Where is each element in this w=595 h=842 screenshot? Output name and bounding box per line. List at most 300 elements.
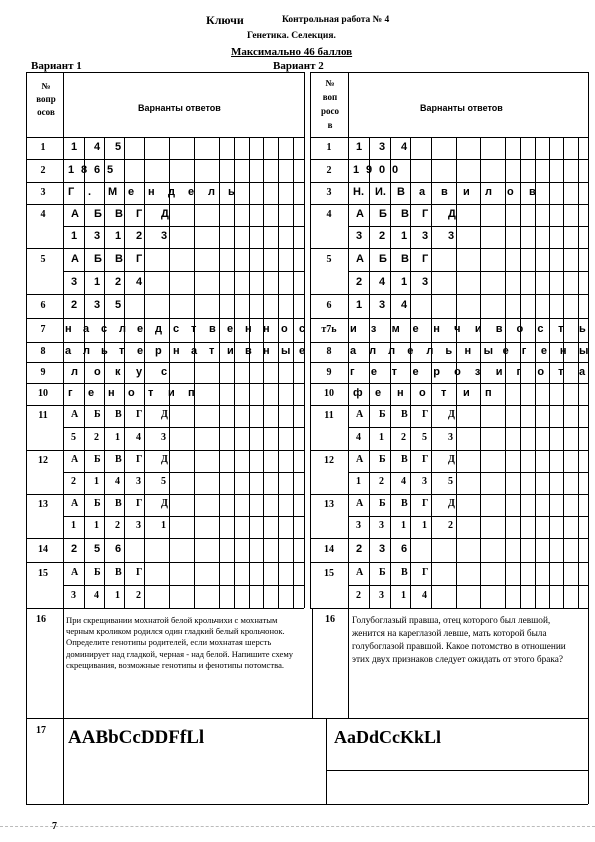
grid-line	[310, 294, 588, 295]
v1-answer-char: е	[227, 323, 234, 335]
v1-num-header-line: осов	[37, 107, 55, 117]
v2-answer-char: 3	[422, 230, 429, 242]
grid-line	[310, 608, 588, 609]
question-number: 8	[326, 346, 332, 357]
v2-answer-char: 3	[379, 543, 386, 555]
v1-top-border	[26, 72, 304, 73]
question-number: 4	[40, 209, 46, 220]
v2-answer-char: е	[502, 345, 509, 357]
v2-answer-char: о	[419, 387, 426, 399]
v2-answer-char: г	[516, 365, 522, 378]
v2-answer-char: т	[558, 323, 564, 335]
v2-answer-char: Г	[422, 454, 429, 465]
v2-num-header-line: росо	[321, 106, 339, 116]
v1-answer-char: В	[115, 566, 122, 578]
v1-answer-char: е	[128, 186, 135, 198]
v1-answer-char: п	[188, 387, 195, 399]
v2-answer-char: ф	[353, 387, 363, 399]
v2-answer-char: в	[529, 186, 536, 198]
v2-answer-char: а	[579, 365, 586, 378]
grid-line	[348, 585, 588, 586]
grid-line	[104, 137, 105, 608]
v2-answer-char: н	[464, 345, 472, 357]
v2-answer-char: В	[401, 454, 408, 465]
v1-answer-char: о	[128, 387, 135, 399]
v1-answer-char: и	[227, 345, 234, 357]
v2-answer-char: 0	[379, 163, 386, 176]
v2-answer-char: Н.	[353, 186, 364, 198]
footer-divider	[0, 826, 595, 827]
v1-answer-char: у	[136, 365, 143, 378]
grid-line	[410, 137, 411, 608]
v1-answer-char: н	[245, 323, 252, 335]
v2-answer-char: и	[463, 186, 470, 198]
v1-num-col-border	[63, 72, 64, 608]
v2-answer-char: н	[397, 387, 404, 399]
question-number: 11	[324, 410, 334, 421]
v2-answer-char: 2	[356, 543, 363, 555]
v2-answer-char: А	[356, 409, 364, 420]
v2-answer-char: о	[454, 365, 461, 378]
v2-answer-char: м	[391, 323, 400, 335]
v2-answer-char: е	[412, 365, 419, 378]
v1-answer-char: о	[281, 323, 288, 335]
v2-answer-char: н	[559, 345, 567, 357]
v1-answer-char: Б	[94, 566, 101, 578]
v2-left-border	[310, 72, 311, 608]
v2-answer-char: В	[401, 498, 408, 509]
v1-answer-char: 8	[81, 163, 88, 176]
v2-answer-char: Б	[379, 498, 386, 509]
v1-answer-char: л	[119, 323, 126, 335]
question-number: 12	[38, 455, 48, 466]
question-number: 1	[40, 142, 46, 153]
v1-answer-char: 3	[94, 299, 101, 311]
v1-answer-char: а	[191, 345, 198, 357]
v2-answer-char: Д	[448, 208, 456, 220]
question-number: 10	[38, 388, 48, 399]
question-number: 14	[38, 544, 48, 555]
v1-answer-char: 1	[71, 230, 78, 242]
v1-answer-char: л	[208, 186, 215, 198]
v2-answer-char: г	[350, 365, 355, 378]
v1-answer-char: Г	[136, 498, 143, 509]
v2-answer-char: и	[495, 365, 503, 378]
v1-answer-char: 1	[115, 589, 120, 601]
grid-line	[326, 718, 327, 804]
v1-answer-char: 2	[94, 431, 99, 443]
v2-answer-char: 1	[356, 141, 363, 153]
v1-answer-char: н	[108, 387, 115, 399]
grid-line	[310, 137, 588, 138]
grid-line	[26, 608, 304, 609]
v1-num-header	[26, 80, 66, 119]
grid-line	[431, 137, 432, 608]
v1-answer-char: 5	[115, 299, 122, 311]
v2-answer-char: ь	[579, 323, 586, 335]
v1-answer-char: ы	[281, 345, 291, 357]
v2-answer-char: о	[516, 323, 524, 335]
q17-v2-divider	[326, 770, 588, 771]
v1-answer-char: В	[115, 252, 123, 265]
v1-answer-char: е	[137, 345, 144, 357]
v1-answer-char: Б	[94, 454, 101, 465]
v2-num-col-border	[348, 72, 349, 608]
v1-answer-char: н	[173, 345, 180, 357]
grid-line	[169, 137, 170, 608]
v1-answer-char: е	[137, 323, 144, 335]
v2-answer-char: ь	[445, 345, 453, 357]
q16-v2-text: Голубоглазый правша, отец которого был левшой, женится на кареглазой левше, мать которой была голубоглазой правшой. Какое потомство в отношении этих двух признаков следует ожидать от этого брака?	[352, 616, 566, 665]
v1-answer-char: 2	[71, 543, 78, 555]
v2-answer-char: 4	[401, 299, 408, 311]
page-number: 7	[52, 821, 57, 832]
question-number: 1	[326, 142, 332, 153]
v1-answer-char: Г	[136, 409, 143, 420]
v2-answer-char: 3	[448, 230, 455, 242]
v1-answer-char: и	[168, 387, 175, 399]
v1-answer-char: А	[71, 454, 79, 465]
question-number: т7ь	[321, 324, 337, 335]
v2-answer-char: н	[433, 323, 440, 335]
v1-right-border	[304, 72, 305, 608]
v1-answer-char: в	[245, 345, 252, 357]
v1-answer-char: е	[188, 186, 195, 198]
v2-answer-char: л	[426, 345, 434, 357]
v1-answer-char: а	[83, 323, 90, 335]
v2-answer-char: е	[412, 323, 419, 335]
v2-answer-char: Б	[379, 566, 386, 578]
v2-answer-char: 5	[448, 476, 453, 487]
q17-number: 17	[36, 725, 46, 736]
v1-answer-char: Д	[161, 454, 168, 465]
q16-bottom-border	[26, 718, 588, 719]
v1-answer-char: е	[299, 345, 306, 357]
question-number: 6	[40, 300, 46, 311]
v2-answer-char: 4	[379, 275, 386, 288]
v2-answer-char: о	[537, 365, 545, 378]
v1-answer-char: о	[94, 365, 101, 378]
v1-answer-char: 1	[115, 431, 120, 443]
grid-line	[63, 226, 304, 227]
v1-answer-char: Г	[136, 208, 143, 220]
v2-answer-char: В	[401, 252, 409, 265]
grid-line	[63, 516, 304, 517]
v1-answer-char: н	[148, 186, 155, 198]
v1-answer-char: 5	[94, 543, 101, 555]
v2-answer-char: 2	[448, 520, 453, 531]
grid-line	[63, 472, 304, 473]
question-number: 9	[326, 366, 332, 378]
v1-answer-char: Б	[94, 409, 101, 420]
v1-answer-char: 2	[115, 520, 120, 531]
grid-line	[234, 137, 235, 608]
v1-answer-char: А	[71, 252, 79, 265]
v2-answers-header: Варнанты ответов	[420, 103, 503, 113]
v1-answer-char: Г	[136, 566, 143, 578]
v1-answer-char: 1	[161, 520, 166, 531]
v1-answer-char: с	[173, 323, 180, 335]
v2-answer-char: В	[401, 566, 408, 578]
v1-answer-char: в	[209, 323, 216, 335]
work-title: Контрольная работа № 4	[282, 15, 390, 25]
v2-answer-char: р	[433, 365, 440, 378]
v1-answer-char: В	[115, 409, 122, 420]
v2-answer-char: В	[397, 186, 405, 198]
v2-answer-char: Б	[379, 454, 386, 465]
question-number: 7	[40, 324, 46, 335]
v2-answer-char: Б	[379, 409, 386, 420]
v2-answer-char: т	[441, 387, 447, 399]
keys-heading: Ключи	[206, 13, 244, 27]
question-number: 4	[326, 209, 332, 220]
v1-answer-char: 4	[94, 589, 99, 601]
v2-num-header	[312, 76, 348, 132]
v2-answer-char: А	[356, 498, 364, 509]
grid-line	[84, 137, 85, 608]
grid-line	[310, 342, 588, 343]
v2-answer-char: И.	[375, 186, 386, 198]
v1-answer-char: 5	[71, 431, 76, 443]
v2-answer-char: Г	[422, 208, 429, 220]
grid-line	[263, 137, 264, 608]
q16-v1-text: При скрещивании мохнатой белой крольчихи с мохнатым черным кроликом родился один гладкий белый крольчонок. Определите генотипы родителей, если мохнатая шерсть доминирует над гладкой, черная - над белой. Напишите схему скрещивания, возможные генотипы и фенотипы потомства.	[66, 615, 294, 670]
question-number: 12	[324, 455, 334, 466]
question-number: 5	[326, 253, 332, 265]
v1-answer-char: Г	[136, 252, 143, 265]
v1-answer-char: Г	[68, 186, 75, 198]
v1-answer-char: Б	[94, 498, 101, 509]
v1-answer-char: д	[168, 186, 175, 198]
v2-answer-char: 4	[422, 589, 427, 601]
q17-v1-answer: AABbCcDDFfLl	[68, 727, 205, 748]
v2-answer-char: л	[388, 345, 396, 357]
question-number: 3	[40, 187, 46, 198]
v1-answer-char: Д	[161, 409, 168, 420]
v2-answer-char: и	[474, 323, 482, 335]
v1-answer-char: г	[68, 387, 73, 399]
question-number: 2	[40, 164, 46, 176]
grid-line	[348, 472, 588, 473]
grid-line	[310, 538, 588, 539]
grid-line	[535, 137, 536, 608]
v2-answer-char: 1	[401, 589, 406, 601]
v2-answer-char: 2	[356, 589, 361, 601]
v2-answer-char: 2	[379, 476, 384, 487]
v2-answer-char: 3	[448, 431, 453, 443]
v2-answer-char: т	[391, 365, 398, 378]
v2-answer-char: 3	[422, 275, 429, 288]
v2-answer-char: 0	[392, 163, 399, 176]
v1-answer-char: т	[148, 387, 154, 399]
v2-answer-char: 1	[356, 476, 361, 487]
v2-answer-char: ы	[579, 345, 589, 357]
v2-answer-char: Г	[422, 409, 429, 420]
v1-answer-char: 3	[71, 275, 78, 288]
v1-answer-char: с	[101, 323, 108, 335]
v1-answer-char: .	[88, 186, 92, 198]
v2-answer-char: 6	[401, 543, 408, 555]
v2-answer-char: А	[356, 252, 364, 265]
v2-num-header-line: воп	[322, 92, 338, 102]
grid-line	[310, 362, 588, 363]
v2-answer-char: г	[521, 345, 527, 357]
grid-line	[310, 318, 588, 319]
v1-answer-char: 6	[115, 543, 122, 555]
grid-line	[293, 137, 294, 608]
v1-answer-char: А	[71, 208, 79, 220]
v2-answer-char: Г	[422, 252, 429, 265]
v1-answer-char: д	[155, 323, 162, 335]
v2-answer-char: 3	[379, 141, 386, 153]
grid-line	[310, 182, 588, 183]
v1-answer-char: 1	[115, 230, 122, 242]
v1-answer-char: Д	[161, 208, 169, 220]
v1-answer-char: т	[191, 323, 197, 335]
grid-line	[588, 608, 589, 718]
question-number: 9	[40, 366, 46, 378]
v2-answer-char: ч	[454, 323, 461, 335]
v1-answer-char: л	[83, 345, 90, 357]
grid-line	[348, 226, 588, 227]
v1-answer-char: ь	[228, 186, 235, 198]
grid-line	[348, 516, 588, 517]
grid-line	[310, 405, 588, 406]
v1-answer-char: Б	[94, 208, 102, 220]
v1-answer-char: к	[115, 365, 121, 378]
question-number: 8	[40, 346, 46, 357]
v2-answer-char: Г	[422, 566, 429, 578]
v2-answer-char: 3	[379, 589, 384, 601]
v2-answer-char: А	[356, 208, 364, 220]
v1-answer-char: 3	[136, 476, 141, 487]
variant2-title: Вариант 2	[273, 60, 324, 72]
v2-answer-char: 4	[401, 476, 406, 487]
grid-line	[310, 494, 588, 495]
v2-answer-char: з	[370, 323, 377, 335]
v1-answer-char: 4	[136, 275, 143, 288]
v2-answer-char: 5	[422, 431, 427, 443]
v1-num-header-line: №	[41, 81, 51, 91]
v2-answer-char: Д	[448, 409, 455, 420]
v1-answer-char: 5	[161, 476, 166, 487]
subtitle: Генетика. Селекция.	[247, 31, 336, 41]
question-number: 13	[324, 499, 334, 510]
v1-answer-char: 4	[115, 476, 120, 487]
v2-answer-char: л	[485, 186, 492, 198]
v2-answer-char: 1	[353, 163, 360, 176]
v1-answer-char: 6	[94, 163, 101, 176]
grid-line	[549, 137, 550, 608]
v2-answer-char: 3	[422, 476, 427, 487]
v1-answer-char: 3	[94, 230, 101, 242]
question-number: 6	[326, 300, 332, 311]
v2-answer-char: 3	[356, 520, 361, 531]
v2-answer-char: и	[463, 387, 470, 399]
q17-v2-answer: AaDdCcKkLl	[334, 727, 442, 747]
v1-answer-char: 1	[71, 520, 76, 531]
grid-line	[310, 383, 588, 384]
v2-answer-char: п	[485, 387, 492, 399]
v1-answer-char: н	[263, 323, 270, 335]
grid-line	[310, 248, 588, 249]
v2-right-border	[588, 72, 589, 608]
v1-answer-char: л	[71, 365, 78, 378]
question-number: 15	[38, 567, 48, 579]
v1-answer-char: 2	[71, 299, 78, 311]
v2-answer-char: 3	[379, 520, 384, 531]
v1-answer-char: 1	[71, 141, 78, 153]
v2-answer-char: В	[401, 409, 408, 420]
v2-answer-char: 1	[422, 520, 427, 531]
v2-answer-char: Д	[448, 454, 455, 465]
v1-answer-char: 3	[136, 520, 141, 531]
v2-top-border	[310, 72, 588, 73]
v1-answer-char: Б	[94, 252, 102, 265]
v1-answer-char: 1	[94, 476, 99, 487]
v1-answer-char: е	[88, 387, 95, 399]
v1-answer-char: В	[115, 454, 122, 465]
grid-line	[219, 137, 220, 608]
v2-answer-char: 3	[379, 299, 386, 311]
v1-answer-char: а	[65, 345, 72, 357]
v1-answer-char: В	[115, 208, 123, 220]
v2-answer-char: 4	[401, 141, 408, 153]
v1-answer-char: р	[155, 345, 162, 357]
v1-answer-char: А	[71, 566, 79, 578]
v1-answer-char: М	[108, 186, 118, 198]
v1-answer-char: 4	[136, 431, 141, 443]
v2-answer-char: л	[369, 345, 377, 357]
v1-answer-char: 4	[94, 141, 101, 153]
v1-answer-char: 2	[136, 589, 141, 601]
v1-left-border	[26, 72, 27, 608]
v2-answer-char: Б	[379, 208, 387, 220]
v2-answer-char: 1	[356, 299, 363, 311]
question-number: 5	[40, 253, 46, 265]
question-number: 15	[324, 567, 334, 579]
grid-line	[63, 718, 64, 804]
question-number: 14	[324, 544, 334, 555]
v2-answer-char: е	[407, 345, 414, 357]
v1-answer-char: 5	[115, 141, 122, 153]
v1-answer-char: Д	[161, 498, 168, 509]
v2-answer-char: в	[495, 323, 503, 335]
v2-answer-char: 1	[401, 230, 408, 242]
grid-line	[588, 718, 589, 804]
q17-bottom-border	[26, 804, 588, 805]
v2-answer-char: 4	[356, 431, 361, 443]
question-number: 11	[38, 410, 48, 421]
grid-line	[63, 608, 64, 718]
v1-answer-char: А	[71, 409, 79, 420]
v2-answer-char: 2	[356, 275, 363, 288]
v1-answer-char: 2	[115, 275, 122, 288]
v2-answer-char: е	[540, 345, 547, 357]
v1-answer-char: 1	[94, 275, 101, 288]
v2-answer-char: з	[474, 365, 481, 378]
q16-number-v1: 16	[36, 614, 46, 625]
v1-answer-char: ь	[101, 345, 108, 357]
grid-line	[348, 271, 588, 272]
q16-number-v2: 16	[325, 614, 335, 625]
v1-answer-char: 5	[107, 163, 114, 176]
v1-answer-char: 2	[136, 230, 143, 242]
v1-answer-char: Г	[136, 454, 143, 465]
v2-num-header-line: в	[327, 120, 333, 130]
v2-answer-char: А	[356, 454, 364, 465]
v1-answer-char: 1	[68, 163, 75, 176]
